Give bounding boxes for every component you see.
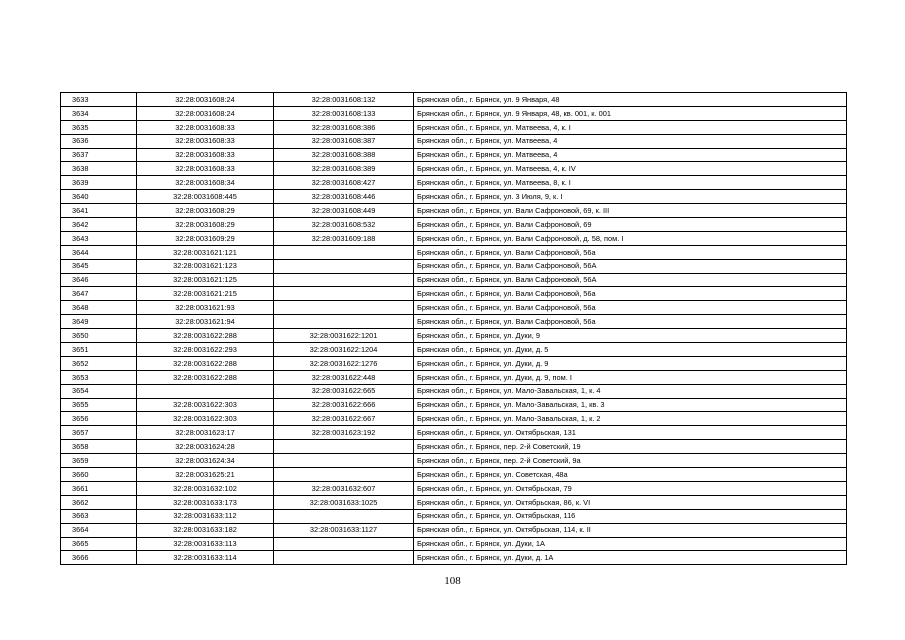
building-cadastral-number-cell (274, 468, 414, 482)
table-row (61, 148, 847, 162)
address-cell: Брянская обл., г. Брянск, ул. Вали Сафроновой, 56а (414, 315, 847, 329)
row-number-cell: 3660 (61, 468, 137, 482)
table-row (61, 468, 847, 482)
row-number-cell: 3664 (61, 523, 137, 537)
address-cell: Брянская обл., г. Брянск, ул. Мало-Завальская, 1, к. 2 (414, 412, 847, 426)
row-number-cell: 3658 (61, 440, 137, 454)
land-cadastral-number-cell: 32:28:0031624:28 (137, 440, 274, 454)
address-cell: Брянская обл., г. Брянск, ул. Советская, 48а (414, 468, 847, 482)
building-cadastral-number-cell (274, 245, 414, 259)
land-cadastral-number-cell: 32:28:0031633:182 (137, 523, 274, 537)
building-cadastral-number-cell: 32:28:0031633:1127 (274, 523, 414, 537)
row-number-cell: 3643 (61, 231, 137, 245)
address-cell: Брянская обл., г. Брянск, ул. Вали Сафроновой, 69, к. III (414, 204, 847, 218)
land-cadastral-number-cell: 32:28:0031608:33 (137, 120, 274, 134)
row-number-cell: 3645 (61, 259, 137, 273)
land-cadastral-number-cell: 32:28:0031608:33 (137, 148, 274, 162)
table-row (61, 245, 847, 259)
building-cadastral-number-cell: 32:28:0031608:427 (274, 176, 414, 190)
building-cadastral-number-cell: 32:28:0031608:532 (274, 218, 414, 232)
building-cadastral-number-cell: 32:28:0031622:665 (274, 384, 414, 398)
row-number-cell: 3637 (61, 148, 137, 162)
land-cadastral-number-cell: 32:28:0031608:445 (137, 190, 274, 204)
building-cadastral-number-cell: 32:28:0031608:386 (274, 120, 414, 134)
address-cell: Брянская обл., г. Брянск, ул. 3 Июля, 9, к. I (414, 190, 847, 204)
table-row (61, 301, 847, 315)
land-cadastral-number-cell (137, 384, 274, 398)
row-number-cell: 3639 (61, 176, 137, 190)
table-row (61, 231, 847, 245)
land-cadastral-number-cell: 32:28:0031608:33 (137, 162, 274, 176)
address-cell: Брянская обл., г. Брянск, ул. Дуки, 9 (414, 329, 847, 343)
table-row (61, 329, 847, 343)
land-cadastral-number-cell: 32:28:0031632:102 (137, 481, 274, 495)
land-cadastral-number-cell: 32:28:0031633:112 (137, 509, 274, 523)
address-cell: Брянская обл., г. Брянск, ул. Вали Сафроновой, д. 58, пом. I (414, 231, 847, 245)
property-registry-table (60, 92, 847, 565)
address-cell: Брянская обл., г. Брянск, ул. Матвеева, 4, к. I (414, 120, 847, 134)
building-cadastral-number-cell: 32:28:0031608:449 (274, 204, 414, 218)
row-number-cell: 3644 (61, 245, 137, 259)
land-cadastral-number-cell: 32:28:0031623:17 (137, 426, 274, 440)
row-number-cell: 3646 (61, 273, 137, 287)
address-cell: Брянская обл., г. Брянск, ул. Вали Сафроновой, 56А (414, 273, 847, 287)
land-cadastral-number-cell: 32:28:0031621:215 (137, 287, 274, 301)
address-cell: Брянская обл., г. Брянск, ул. Вали Сафроновой, 56а (414, 287, 847, 301)
row-number-cell: 3651 (61, 343, 137, 357)
land-cadastral-number-cell: 32:28:0031621:93 (137, 301, 274, 315)
address-cell: Брянская обл., г. Брянск, ул. Вали Сафроновой, 56а (414, 245, 847, 259)
row-number-cell: 3666 (61, 551, 137, 565)
building-cadastral-number-cell (274, 315, 414, 329)
row-number-cell: 3657 (61, 426, 137, 440)
land-cadastral-number-cell: 32:28:0031622:293 (137, 343, 274, 357)
building-cadastral-number-cell (274, 287, 414, 301)
land-cadastral-number-cell: 32:28:0031624:34 (137, 454, 274, 468)
address-cell: Брянская обл., г. Брянск, пер. 2-й Советский, 19 (414, 440, 847, 454)
table-row (61, 551, 847, 565)
table-row (61, 370, 847, 384)
table-row (61, 176, 847, 190)
building-cadastral-number-cell (274, 537, 414, 551)
address-cell: Брянская обл., г. Брянск, ул. Октябрьская, 131 (414, 426, 847, 440)
row-number-cell: 3638 (61, 162, 137, 176)
row-number-cell: 3653 (61, 370, 137, 384)
table-row (61, 481, 847, 495)
table-row (61, 259, 847, 273)
row-number-cell: 3662 (61, 495, 137, 509)
building-cadastral-number-cell: 32:28:0031622:666 (274, 398, 414, 412)
table-row (61, 106, 847, 120)
building-cadastral-number-cell: 32:28:0031608:446 (274, 190, 414, 204)
building-cadastral-number-cell: 32:28:0031608:387 (274, 134, 414, 148)
building-cadastral-number-cell: 32:28:0031622:1204 (274, 343, 414, 357)
building-cadastral-number-cell: 32:28:0031622:1201 (274, 329, 414, 343)
row-number-cell: 3633 (61, 93, 137, 107)
land-cadastral-number-cell: 32:28:0031608:24 (137, 106, 274, 120)
land-cadastral-number-cell: 32:28:0031622:288 (137, 356, 274, 370)
table-row (61, 356, 847, 370)
table-row (61, 273, 847, 287)
land-cadastral-number-cell: 32:28:0031622:303 (137, 412, 274, 426)
address-cell: Брянская обл., г. Брянск, ул. Октябрьская, 86, к. VI (414, 495, 847, 509)
table-row (61, 440, 847, 454)
building-cadastral-number-cell (274, 454, 414, 468)
land-cadastral-number-cell: 32:28:0031633:173 (137, 495, 274, 509)
building-cadastral-number-cell (274, 440, 414, 454)
table-row (61, 454, 847, 468)
land-cadastral-number-cell: 32:28:0031625:21 (137, 468, 274, 482)
row-number-cell: 3641 (61, 204, 137, 218)
table-body (61, 93, 847, 565)
land-cadastral-number-cell: 32:28:0031608:33 (137, 134, 274, 148)
address-cell: Брянская обл., г. Брянск, ул. Матвеева, 4 (414, 148, 847, 162)
table-row (61, 204, 847, 218)
address-cell: Брянская обл., г. Брянск, ул. Дуки, 1А (414, 537, 847, 551)
land-cadastral-number-cell: 32:28:0031622:288 (137, 370, 274, 384)
row-number-cell: 3659 (61, 454, 137, 468)
address-cell: Брянская обл., г. Брянск, ул. 9 Января, 48 (414, 93, 847, 107)
row-number-cell: 3654 (61, 384, 137, 398)
building-cadastral-number-cell: 32:28:0031633:1025 (274, 495, 414, 509)
land-cadastral-number-cell: 32:28:0031621:121 (137, 245, 274, 259)
table-row (61, 218, 847, 232)
table-row (61, 398, 847, 412)
table-row (61, 120, 847, 134)
table-row (61, 134, 847, 148)
land-cadastral-number-cell: 32:28:0031608:29 (137, 204, 274, 218)
row-number-cell: 3648 (61, 301, 137, 315)
land-cadastral-number-cell: 32:28:0031608:24 (137, 93, 274, 107)
address-cell: Брянская обл., г. Брянск, ул. Матвеева, 8, к. I (414, 176, 847, 190)
address-cell: Брянская обл., г. Брянск, ул. Октябрьская, 114, к. II (414, 523, 847, 537)
table-row (61, 426, 847, 440)
land-cadastral-number-cell: 32:28:0031622:303 (137, 398, 274, 412)
address-cell: Брянская обл., г. Брянск, ул. Дуки, д. 9 (414, 356, 847, 370)
building-cadastral-number-cell: 32:28:0031608:132 (274, 93, 414, 107)
building-cadastral-number-cell: 32:28:0031608:389 (274, 162, 414, 176)
address-cell: Брянская обл., г. Брянск, ул. Вали Сафроновой, 56а (414, 301, 847, 315)
land-cadastral-number-cell: 32:28:0031633:114 (137, 551, 274, 565)
land-cadastral-number-cell: 32:28:0031608:34 (137, 176, 274, 190)
table-row (61, 384, 847, 398)
table-row (61, 509, 847, 523)
table-row (61, 537, 847, 551)
address-cell: Брянская обл., г. Брянск, ул. Вали Сафроновой, 56А (414, 259, 847, 273)
table-row (61, 343, 847, 357)
land-cadastral-number-cell: 32:28:0031633:113 (137, 537, 274, 551)
table-row (61, 190, 847, 204)
building-cadastral-number-cell: 32:28:0031608:388 (274, 148, 414, 162)
table-row (61, 495, 847, 509)
building-cadastral-number-cell: 32:28:0031622:667 (274, 412, 414, 426)
table-row (61, 315, 847, 329)
address-cell: Брянская обл., г. Брянск, ул. Дуки, д. 1А (414, 551, 847, 565)
land-cadastral-number-cell: 32:28:0031621:123 (137, 259, 274, 273)
land-cadastral-number-cell: 32:28:0031621:125 (137, 273, 274, 287)
address-cell: Брянская обл., г. Брянск, ул. Вали Сафроновой, 69 (414, 218, 847, 232)
address-cell: Брянская обл., г. Брянск, ул. Дуки, д. 9, пом. I (414, 370, 847, 384)
building-cadastral-number-cell: 32:28:0031622:1276 (274, 356, 414, 370)
land-cadastral-number-cell: 32:28:0031621:94 (137, 315, 274, 329)
address-cell: Брянская обл., г. Брянск, ул. Дуки, д. 5 (414, 343, 847, 357)
row-number-cell: 3647 (61, 287, 137, 301)
row-number-cell: 3636 (61, 134, 137, 148)
row-number-cell: 3635 (61, 120, 137, 134)
row-number-cell: 3665 (61, 537, 137, 551)
land-cadastral-number-cell: 32:28:0031608:29 (137, 218, 274, 232)
building-cadastral-number-cell (274, 301, 414, 315)
address-cell: Брянская обл., г. Брянск, ул. Мало-Завальская, 1, кв. 3 (414, 398, 847, 412)
building-cadastral-number-cell (274, 509, 414, 523)
page-number: 108 (444, 575, 461, 587)
row-number-cell: 3634 (61, 106, 137, 120)
building-cadastral-number-cell: 32:28:0031622:448 (274, 370, 414, 384)
row-number-cell: 3652 (61, 356, 137, 370)
building-cadastral-number-cell: 32:28:0031608:133 (274, 106, 414, 120)
row-number-cell: 3640 (61, 190, 137, 204)
table-row (61, 162, 847, 176)
table-row (61, 287, 847, 301)
table-row (61, 523, 847, 537)
building-cadastral-number-cell (274, 551, 414, 565)
address-cell: Брянская обл., г. Брянск, ул. Октябрьская, 79 (414, 481, 847, 495)
building-cadastral-number-cell: 32:28:0031609:188 (274, 231, 414, 245)
building-cadastral-number-cell (274, 259, 414, 273)
row-number-cell: 3656 (61, 412, 137, 426)
table-row (61, 412, 847, 426)
address-cell: Брянская обл., г. Брянск, ул. Матвеева, 4 (414, 134, 847, 148)
building-cadastral-number-cell (274, 273, 414, 287)
address-cell: Брянская обл., г. Брянск, ул. 9 Января, 48, кв. 001, к. 001 (414, 106, 847, 120)
address-cell: Брянская обл., г. Брянск, ул. Матвеева, 4, к. IV (414, 162, 847, 176)
address-cell: Брянская обл., г. Брянск, ул. Мало-Завальская, 1, к. 4 (414, 384, 847, 398)
address-cell: Брянская обл., г. Брянск, ул. Октябрьская, 116 (414, 509, 847, 523)
row-number-cell: 3649 (61, 315, 137, 329)
row-number-cell: 3642 (61, 218, 137, 232)
land-cadastral-number-cell: 32:28:0031609:29 (137, 231, 274, 245)
row-number-cell: 3663 (61, 509, 137, 523)
table-row (61, 93, 847, 107)
address-cell: Брянская обл., г. Брянск, пер. 2-й Советский, 9а (414, 454, 847, 468)
row-number-cell: 3650 (61, 329, 137, 343)
land-cadastral-number-cell: 32:28:0031622:288 (137, 329, 274, 343)
row-number-cell: 3655 (61, 398, 137, 412)
building-cadastral-number-cell: 32:28:0031632:607 (274, 481, 414, 495)
building-cadastral-number-cell: 32:28:0031623:192 (274, 426, 414, 440)
row-number-cell: 3661 (61, 481, 137, 495)
